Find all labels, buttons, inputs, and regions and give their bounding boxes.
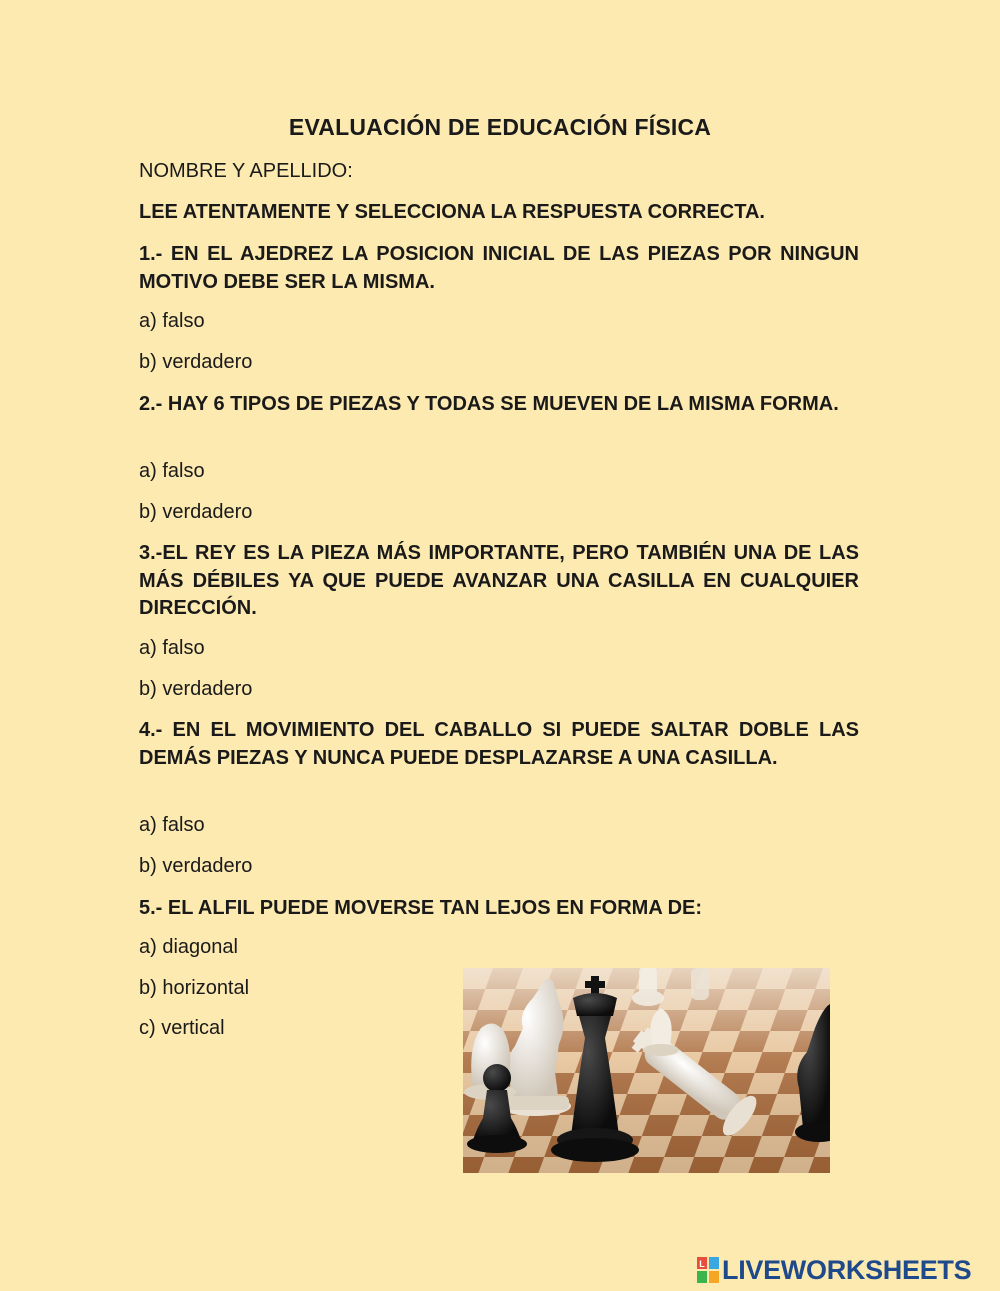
question-4-option-b[interactable]: b) verdadero <box>139 855 253 877</box>
question-3-option-a[interactable]: a) falso <box>139 637 205 659</box>
chess-photo <box>463 968 830 1173</box>
question-3: 3.-EL REY ES LA PIEZA MÁS IMPORTANTE, PERO TAMBIÉN UNA DE LAS MÁS DÉBILES YA QUE PUEDE AVANZAR UNA CASILLA EN CUALQUIER DIRECCIÓN. <box>139 542 859 619</box>
question-2-option-b[interactable]: b) verdadero <box>139 501 253 523</box>
question-5-option-a[interactable]: a) diagonal <box>139 936 238 958</box>
liveworksheets-text: LIVEWORKSHEETS <box>722 1254 972 1285</box>
question-4: 4.- EN EL MOVIMIENTO DEL CABALLO SI PUEDE SALTAR DOBLE LAS DEMÁS PIEZAS Y NUNCA PUEDE DESPLAZARSE A UNA CASILLA. <box>139 719 859 769</box>
question-5: 5.- EL ALFIL PUEDE MOVERSE TAN LEJOS EN FORMA DE: <box>139 897 703 919</box>
question-5-option-b[interactable]: b) horizontal <box>139 977 250 999</box>
question-1: 1.- EN EL AJEDREZ LA POSICION INICIAL DE LAS PIEZAS POR NINGUN MOTIVO DEBE SER LA MISMA. <box>139 243 859 293</box>
name-field-label: NOMBRE Y APELLIDO: <box>139 160 353 182</box>
question-3-option-b[interactable]: b) verdadero <box>139 678 253 700</box>
page-title: EVALUACIÓN DE EDUCACIÓN FÍSICA <box>288 114 712 140</box>
logo-letter-l: L <box>699 1259 705 1269</box>
liveworksheets-logo <box>697 1255 971 1285</box>
question-4-option-a[interactable]: a) falso <box>139 814 205 836</box>
question-2-option-a[interactable]: a) falso <box>139 460 205 482</box>
instructions: LEE ATENTAMENTE Y SELECCIONA LA RESPUESTA CORRECTA. <box>139 201 765 223</box>
question-5-option-c[interactable]: c) vertical <box>139 1017 225 1039</box>
question-2: 2.- HAY 6 TIPOS DE PIEZAS Y TODAS SE MUEVEN DE LA MISMA FORMA. <box>139 393 839 415</box>
liveworksheets-badge-icon <box>697 1257 719 1283</box>
question-1-option-a[interactable]: a) falso <box>139 310 205 332</box>
question-1-option-b[interactable]: b) verdadero <box>139 351 253 373</box>
